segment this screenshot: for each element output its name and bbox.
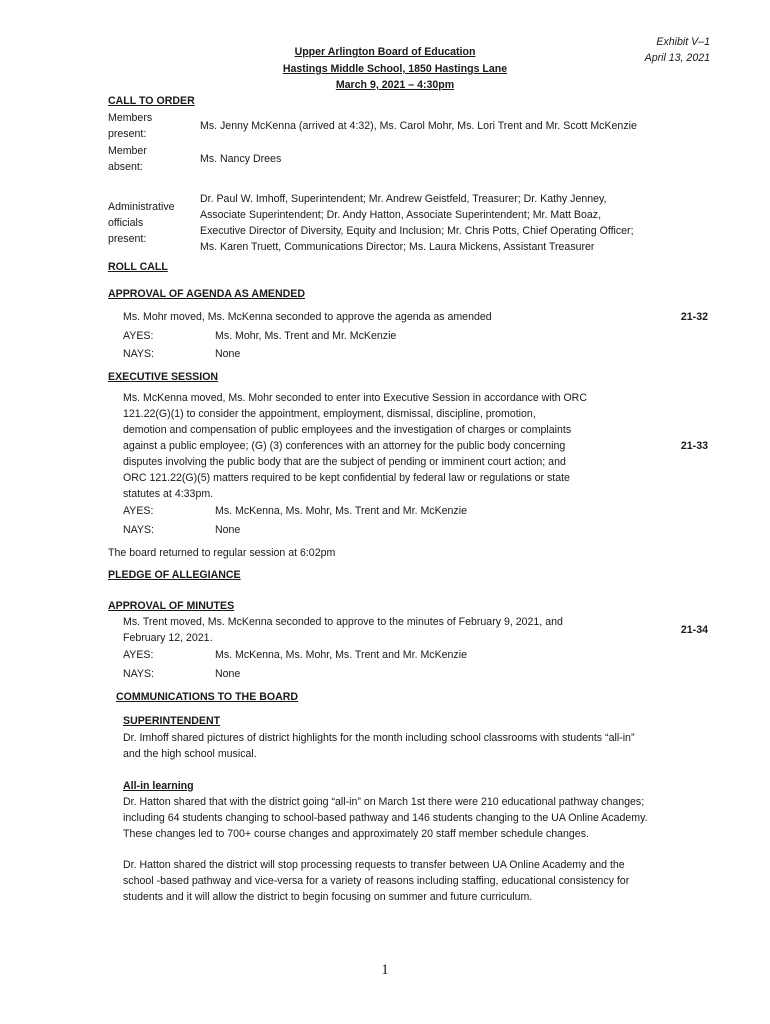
minutes-motion [123,614,633,646]
motion-line: Ms. Trent moved, Ms. McKenna seconded to approve to the minutes of February 9, 2021, and [123,616,563,628]
superintendent-report [123,730,634,762]
approval-minutes-heading: APPROVAL OF MINUTES [108,600,235,612]
motion-line: demotion and compensation of public employees and the investigation of charges or complaints [123,424,572,436]
motion-line: Ms. McKenna moved, Ms. Mohr seconded to enter into Executive Session in accordance with ORC [123,392,587,404]
report-line: Dr. Imhoff shared pictures of district highlights for the month including school classrooms with students “all-in” [123,732,635,744]
members-present-label-1: Members [108,112,153,124]
nays-label: NAYS: [123,524,155,536]
agenda-motion: Ms. Mohr moved, Ms. McKenna seconded to approve the agenda as amended [123,311,492,323]
exhibit-date: April 13, 2021 [644,52,710,64]
superintendent-heading: SUPERINTENDENT [123,715,221,727]
motion-line: 121.22(G)(1) to consider the appointment, employment, dismissal, discipline, promotion, [123,408,536,420]
member-absent-label-1: Member [108,145,147,157]
nays-label: NAYS: [123,348,155,360]
admin-line: Ms. Karen Truett, Communications Director; Ms. Laura Mickens, Assistant Treasurer [200,241,595,253]
communications-heading: COMMUNICATIONS TO THE BOARD [116,691,299,703]
meeting-location: Hastings Middle School, 1850 Hastings Lane [282,63,508,75]
call-to-order-heading: CALL TO ORDER [108,95,195,107]
motion-line: ORC 121.22(G)(5) matters required to be kept confidential by federal law or regulations or state [123,472,570,484]
nays-value: None [215,524,241,536]
allin-paragraph-2 [123,857,629,905]
admin-label-2: officials [108,217,144,229]
nays-value: None [215,668,241,680]
approval-agenda-heading: APPROVAL OF AGENDA AS AMENDED [108,288,305,300]
member-absent-label-2: absent: [108,161,143,173]
admin-officials [200,191,685,255]
page-number: 1 [381,962,389,978]
motion-line: disputes involving the public body that are the subject of pending or imminent court action; and [123,456,566,468]
resolution-number: 21-34 [680,624,708,636]
report-line: including 64 students changing to school-based pathway and 146 students changing to the UA Online Academy. [123,812,648,824]
meeting-datetime: March 9, 2021 – 4:30pm [335,79,455,91]
admin-label-3: present: [108,233,147,245]
member-absent-value: Ms. Nancy Drees [200,153,282,165]
roll-call-heading: ROLL CALL [108,261,168,273]
executive-session-heading: EXECUTIVE SESSION [108,371,219,383]
allin-learning-heading: All-in learning [123,780,194,792]
members-present-value: Ms. Jenny McKenna (arrived at 4:32), Ms. Carol Mohr, Ms. Lori Trent and Mr. Scott McKenzie [200,120,637,132]
report-line: Dr. Hatton shared the district will stop processing requests to transfer between UA Online Academy and the [123,859,625,871]
allin-paragraph-1 [123,794,648,842]
ayes-value: Ms. McKenna, Ms. Mohr, Ms. Trent and Mr. McKenzie [215,505,467,517]
nays-value: None [215,348,241,360]
exhibit-label: Exhibit V–1 [656,36,710,48]
report-line: school -based pathway and vice-versa for a variety of reasons including staffing, educational consistency for [123,875,630,887]
org-title: Upper Arlington Board of Education [294,46,476,58]
pledge-heading: PLEDGE OF ALLEGIANCE [108,569,241,581]
report-line: and the high school musical. [123,748,257,760]
admin-line: Executive Director of Diversity, Equity and Inclusion; Mr. Chris Potts, Chief Operating Officer; [200,225,634,237]
members-present-label-2: present: [108,128,147,140]
resolution-number: 21-32 [680,311,708,323]
ayes-value: Ms. Mohr, Ms. Trent and Mr. McKenzie [215,330,397,342]
ayes-value: Ms. McKenna, Ms. Mohr, Ms. Trent and Mr. McKenzie [215,649,467,661]
report-line: Dr. Hatton shared that with the district going “all-in” on March 1st there were 210 educational pathway changes; [123,796,645,808]
admin-line: Dr. Paul W. Imhoff, Superintendent; Mr. Andrew Geistfeld, Treasurer; Dr. Kathy Jenney, [200,193,607,205]
returned-regular-session: The board returned to regular session at 6:02pm [108,547,336,559]
ayes-label: AYES: [123,330,154,342]
ayes-label: AYES: [123,649,154,661]
admin-line: Associate Superintendent; Dr. Andy Hatton, Associate Superintendent; Mr. Matt Boaz, [200,209,602,221]
nays-label: NAYS: [123,668,155,680]
motion-line: February 12, 2021. [123,632,213,644]
report-line: students and it will allow the district to begin focusing on summer and future curriculum. [123,891,533,903]
resolution-number: 21-33 [680,440,708,452]
report-line: These changes led to 700+ course changes and approximately 20 staff member schedule changes. [123,828,589,840]
ayes-label: AYES: [123,505,154,517]
executive-session-motion [123,390,628,502]
admin-label-1: Administrative [108,201,175,213]
motion-line: against a public employee; (G) (3) conferences with an attorney for the public body concerning [123,440,566,452]
motion-line: statutes at 4:33pm. [123,488,214,500]
